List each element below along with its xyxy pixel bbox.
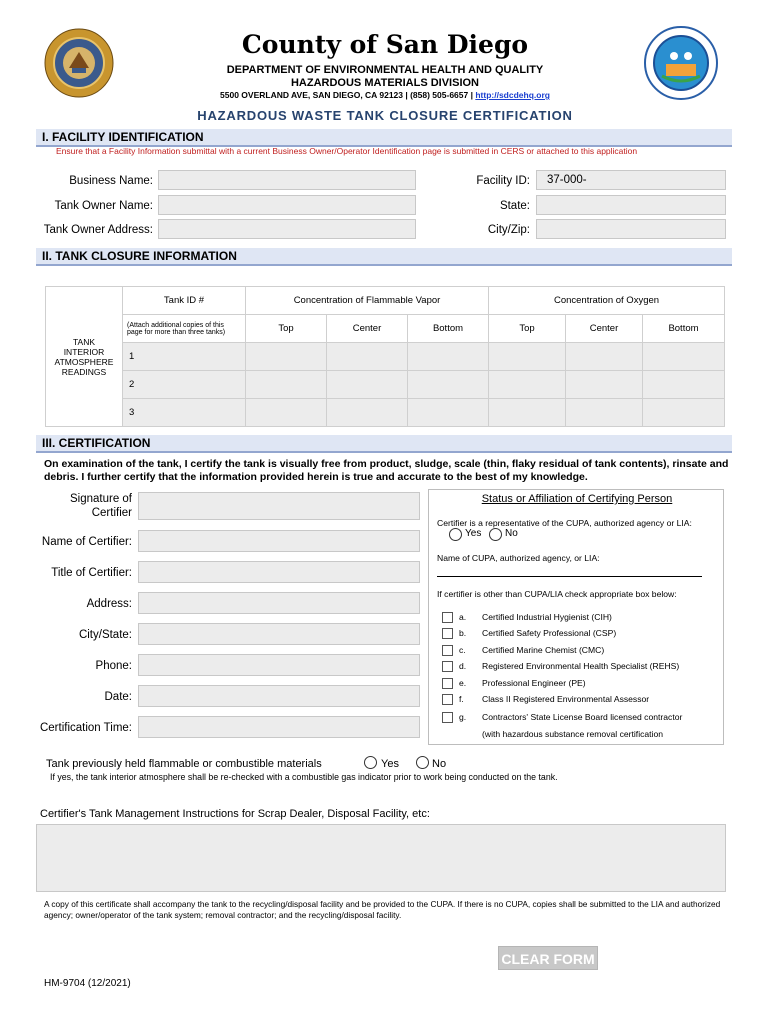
option-g-sub: (with hazardous substance removal certification — [482, 729, 664, 739]
option-text: Registered Environmental Health Specialist (REHS) — [482, 661, 680, 671]
oxy-top-header: Top — [489, 315, 566, 343]
cupa-name-line[interactable] — [437, 574, 702, 577]
dehq-logo — [644, 26, 718, 100]
header-address — [160, 90, 610, 100]
county-title: County of San Diego — [241, 30, 529, 59]
oxy-top-2[interactable] — [489, 371, 566, 399]
name-of-certifier-label: Name of Certifier: — [41, 536, 132, 548]
title-of-certifier-input[interactable] — [138, 561, 420, 583]
instructions-label: Certifier's Tank Management Instructions for Scrap Dealer, Disposal Facility, etc: — [40, 808, 430, 820]
flam-bottom-header: Bottom — [408, 315, 489, 343]
prev-yes-radio[interactable] — [364, 756, 377, 769]
tank-id-header: Tank ID # — [123, 287, 246, 315]
certification-time-label: Certification Time: — [39, 722, 132, 734]
flam-top-3[interactable] — [246, 399, 327, 427]
oxy-center-1[interactable] — [566, 343, 643, 371]
tank-owner-address-label: Tank Owner Address: — [43, 224, 153, 236]
table-row — [46, 399, 725, 427]
option-6-checkbox[interactable] — [442, 712, 453, 723]
oxy-bottom-header: Bottom — [643, 315, 725, 343]
oxy-top-1[interactable] — [489, 343, 566, 371]
tank-id-2[interactable] — [123, 371, 246, 399]
business-name-input[interactable] — [158, 170, 416, 190]
option-letter: f. — [459, 694, 464, 704]
website-link[interactable]: http://sdcdehq.org — [475, 90, 550, 100]
side-label: TANK INTERIOR ATMOSPHERE READINGS — [54, 336, 114, 377]
facility-id-label: Facility ID: — [476, 175, 530, 187]
option-2-checkbox[interactable] — [442, 645, 453, 656]
flam-top-2[interactable] — [246, 371, 327, 399]
instructions-textarea[interactable] — [36, 824, 726, 892]
option-letter: e. — [459, 678, 467, 688]
prev-question: Tank previously held flammable or combustible materials — [46, 758, 322, 770]
tank-owner-name-input[interactable] — [158, 195, 416, 215]
prev-no-label: No — [432, 758, 447, 770]
flam-center-3[interactable] — [327, 399, 408, 427]
option-4-checkbox[interactable] — [442, 678, 453, 689]
city-zip-input[interactable] — [536, 219, 726, 239]
city-state-label: City/State: — [78, 629, 132, 641]
facility-id-prefix: 37-000- — [547, 174, 587, 186]
flam-top-1[interactable] — [246, 343, 327, 371]
rep-no-radio[interactable] — [489, 528, 502, 541]
prev-no-radio[interactable] — [416, 756, 429, 769]
address-input[interactable] — [138, 592, 420, 614]
prev-yes-label: Yes — [381, 758, 399, 770]
title-of-certifier-label: Title of Certifier: — [51, 567, 132, 579]
tank-id-1[interactable] — [123, 343, 246, 371]
tank-owner-address-input[interactable] — [158, 219, 416, 239]
option-letter: a. — [459, 612, 467, 622]
oxy-bottom-2[interactable] — [643, 371, 725, 399]
clear-form-button[interactable]: CLEAR FORM — [498, 946, 598, 970]
oxy-top-3[interactable] — [489, 399, 566, 427]
department-name: DEPARTMENT OF ENVIRONMENTAL HEALTH AND QUALITY — [226, 64, 544, 76]
option-text: Certified Industrial Hygienist (CIH) — [482, 612, 612, 622]
footer-note: A copy of this certificate shall accompany the tank to the recycling/disposal facility and be provided to the CUPA. If there is no CUPA, copies shall be submitted to the LIA and authorized agency; owner/operator of the tank system; removal contractor; and the recycling/disposal facility. — [44, 899, 721, 920]
row-number: 1 — [129, 351, 135, 362]
flam-bottom-3[interactable] — [408, 399, 489, 427]
option-letter: b. — [459, 628, 467, 638]
oxy-center-3[interactable] — [566, 399, 643, 427]
rep-yes-label: Yes — [465, 528, 482, 539]
tank-id-3[interactable] — [123, 399, 246, 427]
option-1-checkbox[interactable] — [442, 628, 453, 639]
other-note: If certifier is other than CUPA/LIA check appropriate box below: — [437, 589, 677, 599]
section1-header: I. FACILITY IDENTIFICATION — [36, 129, 732, 147]
certification-statement: On examination of the tank, I certify the tank is visually free from product, sludge, scale (thin, flaky residual of tank contents), rinsate and debris. I further certify that the information provided herein is true and accurate to the best of my knowledge. — [44, 458, 729, 483]
option-0-checkbox[interactable] — [442, 612, 453, 623]
certification-time-input[interactable] — [138, 716, 420, 738]
rep-question: Certifier is a representative of the CUPA, authorized agency or LIA: — [437, 518, 692, 528]
flammable-header: Concentration of Flammable Vapor — [246, 287, 489, 315]
signature-label: Signature of Certifier — [69, 493, 132, 519]
oxy-bottom-1[interactable] — [643, 343, 725, 371]
flam-center-header: Center — [327, 315, 408, 343]
county-seal-logo — [44, 28, 114, 98]
address-text: 5500 OVERLAND AVE, SAN DIEGO, CA 92123 | (858) 505-6657 | — [220, 90, 473, 100]
option-3-checkbox[interactable] — [442, 661, 453, 672]
option-text: Class II Registered Environmental Assessor — [482, 694, 650, 704]
date-label: Date: — [104, 691, 132, 703]
flam-bottom-2[interactable] — [408, 371, 489, 399]
table-row — [46, 371, 725, 399]
prev-note: If yes, the tank interior atmosphere shall be re-checked with a combustible gas indicator prior to work being conducted on the tank. — [50, 772, 558, 782]
flam-center-1[interactable] — [327, 343, 408, 371]
date-input[interactable] — [138, 685, 420, 707]
option-letter: d. — [459, 661, 467, 671]
option-text: Certified Safety Professional (CSP) — [482, 628, 617, 638]
phone-label: Phone: — [95, 660, 132, 672]
form-number: HM-9704 (12/2021) — [44, 978, 131, 989]
flam-center-2[interactable] — [327, 371, 408, 399]
attach-note: (Attach additional copies of this page for more than three tanks) — [123, 315, 246, 343]
option-text: Professional Engineer (PE) — [482, 678, 586, 688]
phone-input[interactable] — [138, 654, 420, 676]
option-letter: g. — [459, 712, 467, 722]
division-name: HAZARDOUS MATERIALS DIVISION — [290, 77, 480, 89]
option-5-checkbox[interactable] — [442, 694, 453, 705]
rep-no-label: No — [505, 528, 518, 539]
side-label-cell — [46, 287, 123, 427]
row-number: 3 — [129, 407, 135, 418]
tank-readings-table — [45, 286, 725, 427]
city-state-input[interactable] — [138, 623, 420, 645]
table-row — [46, 343, 725, 371]
tank-owner-name-label: Tank Owner Name: — [54, 200, 153, 212]
signature-input[interactable] — [138, 492, 420, 520]
state-label: State: — [499, 200, 530, 212]
form-title: HAZARDOUS WASTE TANK CLOSURE CERTIFICATION — [197, 108, 573, 123]
row-number: 2 — [129, 379, 135, 390]
section1-note: Ensure that a Facility Information submittal with a current Business Owner/Operator Identification page is submitted in CERS or attached to this application — [56, 146, 638, 156]
option-letter: c. — [459, 645, 466, 655]
oxygen-header: Concentration of Oxygen — [489, 287, 725, 315]
option-text: Contractors' State License Board licensed contractor — [482, 712, 683, 722]
flam-bottom-1[interactable] — [408, 343, 489, 371]
business-name-label: Business Name: — [69, 175, 153, 187]
oxy-center-header: Center — [566, 315, 643, 343]
oxy-bottom-3[interactable] — [643, 399, 725, 427]
city-zip-label: City/Zip: — [487, 224, 530, 236]
section2-header: II. TANK CLOSURE INFORMATION — [36, 248, 732, 266]
status-title: Status or Affiliation of Certifying Person — [481, 493, 673, 505]
cupa-name-label: Name of CUPA, authorized agency, or LIA: — [437, 553, 600, 563]
facility-id-input[interactable] — [536, 170, 726, 190]
address-label: Address: — [86, 598, 132, 610]
name-of-certifier-input[interactable] — [138, 530, 420, 552]
state-input[interactable] — [536, 195, 726, 215]
oxy-center-2[interactable] — [566, 371, 643, 399]
option-text: Certified Marine Chemist (CMC) — [482, 645, 605, 655]
flam-top-header: Top — [246, 315, 327, 343]
section3-header: III. CERTIFICATION — [36, 435, 732, 453]
rep-yes-radio[interactable] — [449, 528, 462, 541]
